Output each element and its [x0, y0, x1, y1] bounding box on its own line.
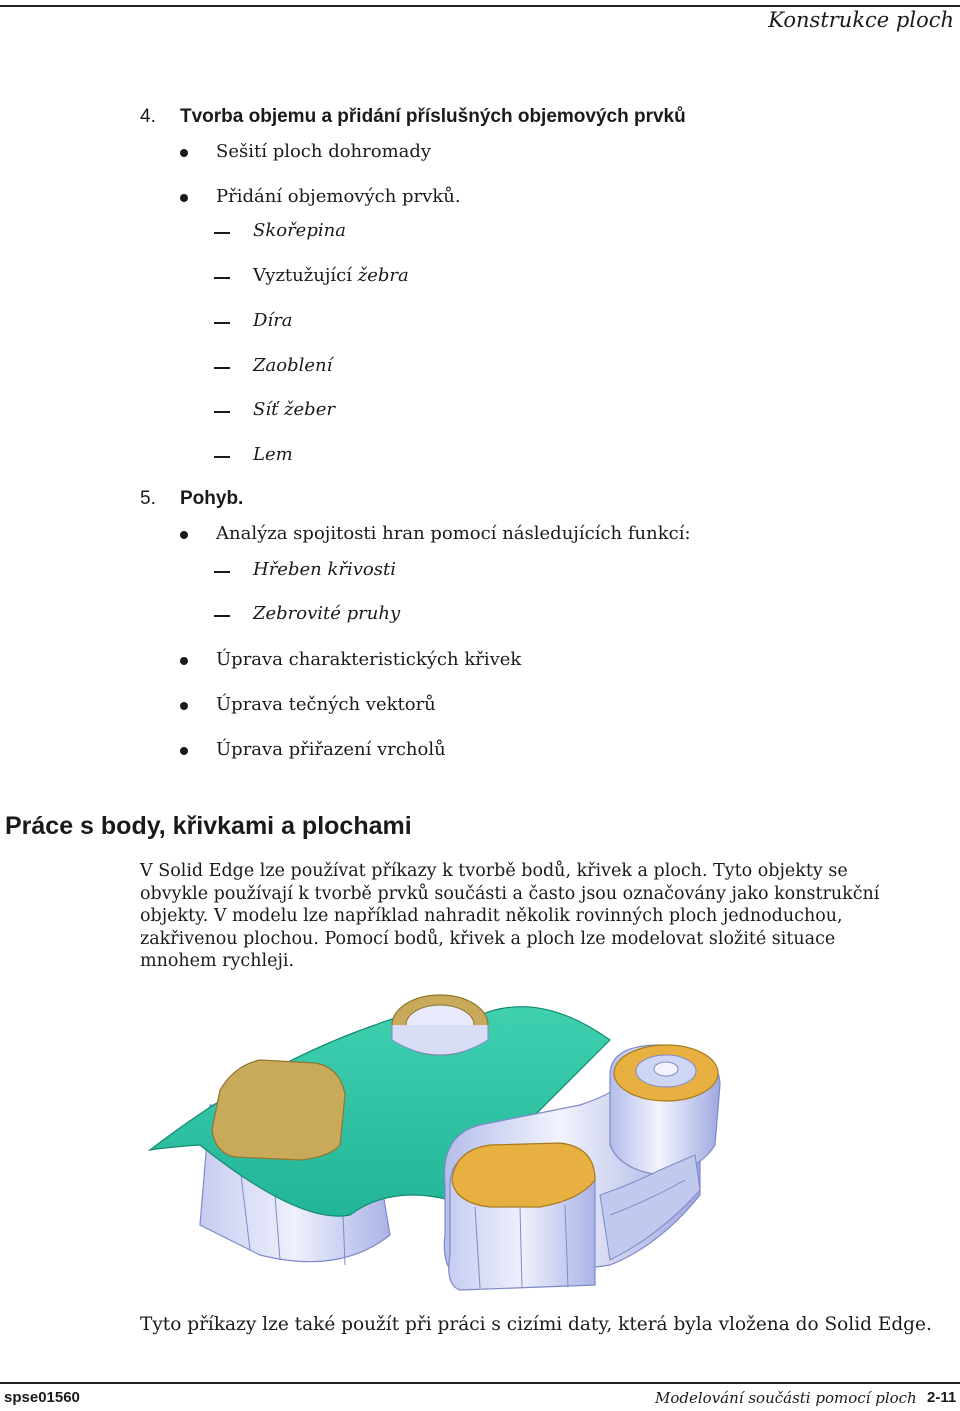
front-block-top: [452, 1143, 595, 1207]
bullet-item: Úprava charakteristických křivek: [216, 649, 522, 670]
dash-item: [253, 265, 409, 286]
footer-title: Modelování součásti pomocí ploch: [655, 1389, 917, 1407]
tan-boss: [212, 1060, 345, 1160]
list-number: 4.: [140, 106, 156, 127]
figure-caption: Tyto příkazy lze také použít při práci s cizími daty, která byla vložena do Solid Edge.: [140, 1314, 932, 1335]
dash-icon: [214, 367, 230, 369]
header-title: Konstrukce ploch: [768, 8, 954, 32]
bullet-item: Analýza spojitosti hran pomocí následujících funkcí:: [216, 523, 691, 544]
page-number: 2-11: [927, 1389, 957, 1406]
paragraph-line: V Solid Edge lze používat příkazy k tvorbě bodů, křivek a ploch. Tyto objekty se: [140, 861, 848, 881]
bullet-icon: [180, 747, 188, 755]
bullet-icon: [180, 194, 188, 202]
dash-item: Síť žeber: [253, 399, 335, 420]
bullet-item: Úprava přiřazení vrcholů: [216, 739, 446, 760]
paragraph-line: objekty. V modelu lze například nahradit několik rovinných ploch jednoduchou,: [140, 906, 843, 927]
footer-doc-id: spse01560: [4, 1389, 80, 1406]
dash-item: Lem: [253, 444, 293, 465]
dash-icon: [214, 411, 230, 413]
paragraph-line: zakřivenou plochou. Pomocí bodů, křivek a ploch lze modelovat složité situace: [140, 928, 836, 949]
section-title: Práce s body, křivkami a plochami: [5, 812, 412, 840]
bullet-item: Úprava tečných vektorů: [216, 694, 436, 715]
paragraph-line: mnohem rychleji.: [140, 951, 295, 972]
dash-icon: [214, 456, 230, 458]
bullet-icon: [180, 149, 188, 157]
cad-model-figure: [140, 985, 740, 1305]
list-item-4: [140, 106, 686, 128]
bullet-item: Sešití ploch dohromady: [216, 141, 432, 162]
list-title: Tvorba objemu a přidání příslušných objemových prvků: [180, 106, 686, 127]
dash-item-text: Vyztužující: [253, 265, 358, 286]
header-rule: [0, 5, 960, 7]
dash-item: Zaoblení: [253, 355, 333, 376]
footer-rule: [0, 1382, 960, 1384]
dash-icon: [214, 571, 230, 573]
bullet-icon: [180, 702, 188, 710]
dash-icon: [214, 615, 230, 617]
dash-item: Díra: [253, 310, 293, 331]
list-number: 5.: [140, 488, 156, 509]
bullet-icon: [180, 657, 188, 665]
section-paragraph: [140, 860, 940, 973]
column-hole: [654, 1062, 678, 1076]
bullet-item: Přidání objemových prvků.: [216, 186, 461, 207]
dash-item: Skořepina: [253, 220, 346, 241]
dash-item-italic: žebra: [357, 265, 409, 286]
list-item-5: [140, 488, 243, 510]
dash-icon: [214, 232, 230, 234]
dash-item: Hřeben křivosti: [253, 559, 396, 580]
dash-item: Zebrovité pruhy: [253, 603, 401, 624]
paragraph-line: obvykle používají k tvorbě prvků součásti a často jsou označovány jako konstrukční: [140, 883, 880, 904]
list-title: Pohyb.: [180, 488, 244, 509]
dash-icon: [214, 277, 230, 279]
bullet-icon: [180, 531, 188, 539]
dash-icon: [214, 322, 230, 324]
